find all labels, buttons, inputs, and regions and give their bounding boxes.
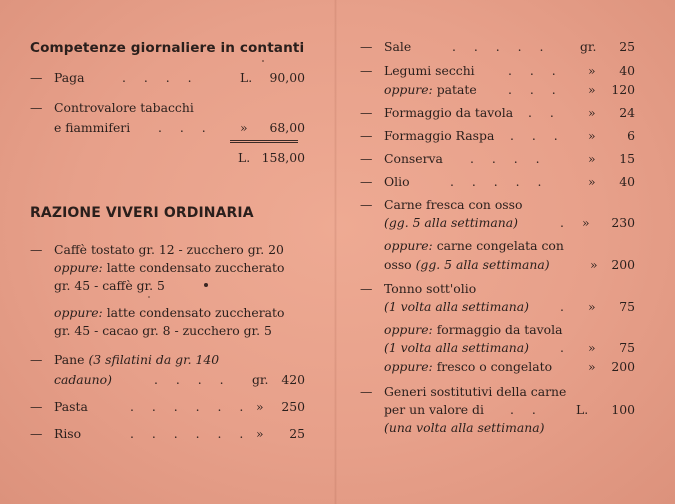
dash: — <box>30 426 43 441</box>
leader-dots: . . . . . . <box>130 399 251 414</box>
text: gr. 45 - cacao gr. 8 - zucchero gr. 5 <box>54 323 272 338</box>
label: Controvalore tabacchi <box>54 100 194 115</box>
leader-dots: . . . . <box>470 151 547 166</box>
leader-dots: . . <box>528 105 561 120</box>
leader-dots: . . . . . . <box>130 426 251 441</box>
row-paga <box>30 68 305 87</box>
amount: 15 <box>619 151 635 166</box>
row-legumi <box>360 61 635 80</box>
unit: gr. <box>252 372 269 387</box>
row-caffe-3 <box>30 276 305 295</box>
label: Riso <box>54 426 82 441</box>
note: (1 volta alla settimana) <box>384 299 529 314</box>
ditto-mark: » <box>240 120 248 135</box>
amount: 25 <box>619 39 635 54</box>
dash: — <box>360 128 373 143</box>
dash: — <box>360 197 373 212</box>
row-generi-3 <box>360 418 635 437</box>
label: Carne fresca con osso <box>384 197 523 212</box>
leader-dots: . . . <box>510 128 565 143</box>
row-generi-1 <box>360 382 635 401</box>
dash: — <box>30 242 43 257</box>
label: Pasta <box>54 399 88 414</box>
ditto-mark: » <box>588 63 596 78</box>
currency: L. <box>576 402 589 417</box>
row-patate <box>360 80 635 99</box>
page-fold <box>334 0 337 504</box>
paper-speck <box>262 60 264 62</box>
currency: L. <box>238 150 251 165</box>
leader-dots: . <box>560 340 564 355</box>
text: per un valore di <box>384 402 484 417</box>
ditto-mark: » <box>582 215 590 230</box>
text: oppure: patate <box>384 82 477 97</box>
amount: 40 <box>619 174 635 189</box>
ditto-mark: » <box>588 359 596 374</box>
leader-dots: . . . . . <box>452 39 551 54</box>
text: osso (gg. 5 alla settimana) <box>384 257 550 272</box>
row-total <box>30 148 305 167</box>
row-pane-2 <box>30 370 305 389</box>
label: Legumi secchi <box>384 63 475 78</box>
text: oppure: formaggio da tavola <box>384 322 563 337</box>
row-conserva <box>360 149 635 168</box>
paper-speck <box>204 283 208 287</box>
row-carne-1 <box>360 195 635 214</box>
unit: gr. <box>580 39 597 54</box>
ditto-mark: » <box>256 399 264 414</box>
dash: — <box>30 100 43 115</box>
dash: — <box>30 352 43 367</box>
note: (gg. 5 alla settimana) <box>384 215 518 230</box>
text: gr. 45 - caffè gr. 5 <box>54 278 165 293</box>
row-olio <box>360 172 635 191</box>
row-caffe-5 <box>30 321 305 340</box>
cash-heading: Competenze giornaliere in contanti <box>30 40 305 56</box>
label: Olio <box>384 174 410 189</box>
ration-heading: RAZIONE VIVERI ORDINARIA <box>30 205 254 221</box>
amount: 100 <box>611 402 635 417</box>
ditto-mark: » <box>588 151 596 166</box>
amount: 158,00 <box>261 150 305 165</box>
amount: 75 <box>619 299 635 314</box>
amount: 200 <box>611 257 635 272</box>
text: Generi sostitutivi della carne <box>384 384 567 399</box>
row-riso <box>30 424 305 443</box>
dash: — <box>360 174 373 189</box>
row-tabacchi-1 <box>30 98 305 117</box>
row-generi-2 <box>360 400 635 419</box>
amount: 75 <box>619 340 635 355</box>
ditto-mark: » <box>588 105 596 120</box>
text: oppure: latte condensato zuccherato <box>54 260 285 275</box>
leader-dots: . . . <box>508 82 563 97</box>
amount: 40 <box>619 63 635 78</box>
row-formaggio-raspa <box>360 126 635 145</box>
label: Conserva <box>384 151 443 166</box>
leader-dots: . <box>560 299 564 314</box>
ditto-mark: » <box>588 340 596 355</box>
amount: 200 <box>611 359 635 374</box>
ditto-mark: » <box>588 174 596 189</box>
row-tonno-5 <box>360 357 635 376</box>
paper-speck <box>148 296 150 298</box>
row-caffe-1 <box>30 240 305 259</box>
dash: — <box>360 63 373 78</box>
amount: 230 <box>611 215 635 230</box>
leader-dots: . . <box>510 402 543 417</box>
label: e fiammiferi <box>54 120 131 135</box>
label: Formaggio da tavola <box>384 105 514 120</box>
amount: 6 <box>627 128 635 143</box>
amount: 68,00 <box>269 120 305 135</box>
dash: — <box>30 70 43 85</box>
label: Tonno sott'olio <box>384 281 477 296</box>
row-tonno-2 <box>360 297 635 316</box>
row-pasta <box>30 397 305 416</box>
text: oppure: carne congelata con <box>384 238 564 253</box>
text: Pane (3 sfilatini da gr. 140 <box>54 352 220 367</box>
amount: 24 <box>619 105 635 120</box>
row-sale <box>360 37 635 56</box>
ditto-mark: » <box>588 82 596 97</box>
ditto-mark: » <box>590 257 598 272</box>
row-carne-2 <box>360 213 635 232</box>
leader-dots: . . . . <box>122 70 199 85</box>
leader-dots: . . . . . <box>450 174 549 189</box>
amount: 420 <box>281 372 305 387</box>
row-carne-4 <box>360 255 635 274</box>
amount: 250 <box>281 399 305 414</box>
dash: — <box>360 105 373 120</box>
row-pane-1 <box>30 350 305 369</box>
note: (una volta alla settimana) <box>384 420 545 435</box>
amount: 90,00 <box>269 70 305 85</box>
text: oppure: fresco o congelato <box>384 359 553 374</box>
note: (1 volta alla settimana) <box>384 340 529 355</box>
leader-dots: . . . <box>158 120 213 135</box>
dash: — <box>360 39 373 54</box>
row-tonno-1 <box>360 279 635 298</box>
row-tabacchi-2 <box>30 118 305 137</box>
total-rule <box>230 140 298 143</box>
label: Paga <box>54 70 85 85</box>
row-carne-3 <box>360 236 635 255</box>
leader-dots: . <box>560 215 564 230</box>
row-tonno-3 <box>360 320 635 339</box>
note: cadauno) <box>54 372 112 387</box>
row-formaggio-tavola <box>360 103 635 122</box>
dash: — <box>360 281 373 296</box>
amount: 25 <box>289 426 305 441</box>
row-caffe-2 <box>30 258 305 277</box>
dash: — <box>360 151 373 166</box>
dash: — <box>30 399 43 414</box>
label: Sale <box>384 39 412 54</box>
amount: 120 <box>611 82 635 97</box>
dash: — <box>360 384 373 399</box>
text: oppure: latte condensato zuccherato <box>54 305 285 320</box>
text: Caffè tostato gr. 12 - zucchero gr. 20 <box>54 242 284 257</box>
currency: L. <box>240 70 253 85</box>
ditto-mark: » <box>588 128 596 143</box>
label: Formaggio Raspa <box>384 128 495 143</box>
ditto-mark: » <box>588 299 596 314</box>
leader-dots: . . . . <box>154 372 231 387</box>
ditto-mark: » <box>256 426 264 441</box>
leader-dots: . . . <box>508 63 563 78</box>
row-tonno-4 <box>360 338 635 357</box>
row-caffe-4 <box>30 303 305 322</box>
